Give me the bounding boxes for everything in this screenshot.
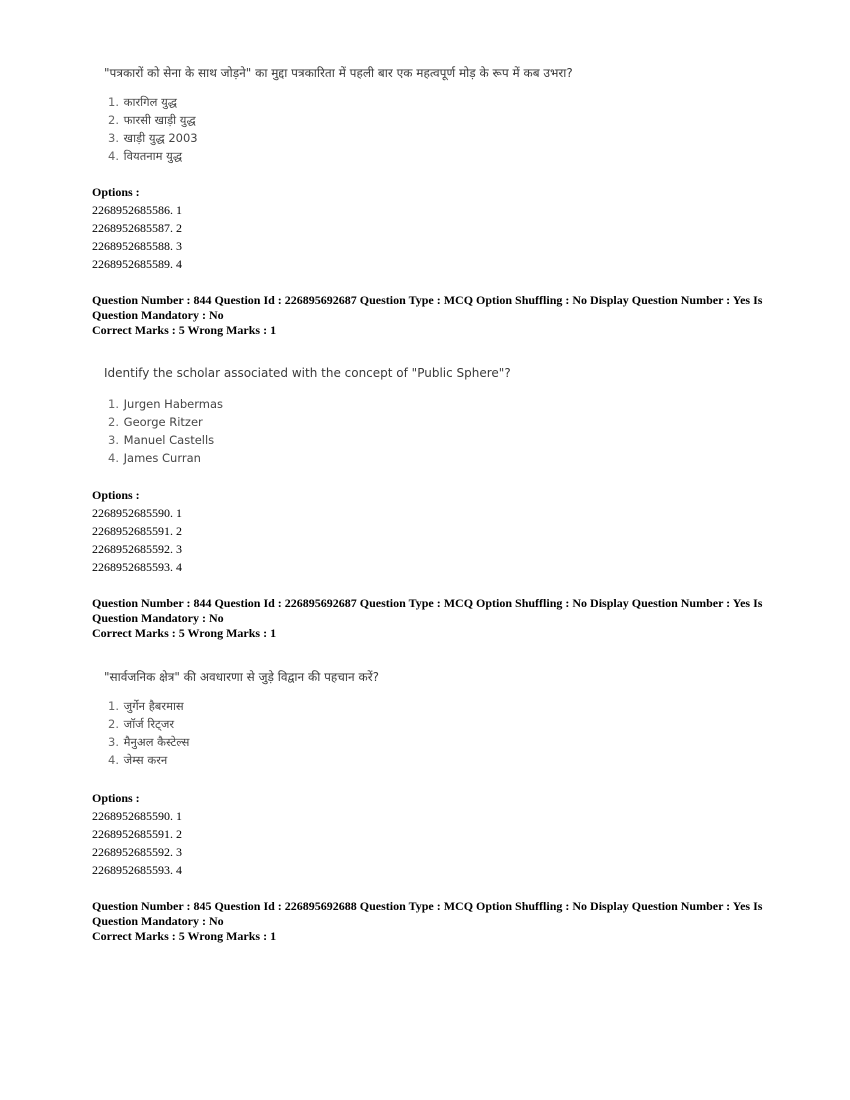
question-meta: [92, 293, 772, 338]
answer-choice: [108, 697, 189, 715]
choice-number: 1.: [108, 699, 119, 713]
question-meta: [92, 596, 772, 641]
answer-choice: [108, 111, 198, 129]
choice-text: मैनुअल कैस्टेल्स: [123, 735, 190, 749]
answer-choice: [108, 395, 223, 413]
answer-choice: [108, 147, 198, 165]
choice-text: George Ritzer: [123, 415, 203, 429]
choice-text: खाड़ी युद्ध 2003: [123, 131, 198, 145]
option-id-line: 2268952685588. 3: [92, 239, 182, 253]
choice-number: 4.: [108, 451, 119, 465]
choice-text: जुर्गेन हैबरमास: [123, 699, 184, 713]
answer-choice: [108, 413, 223, 431]
meta-line: Question Number : 844 Question Id : 226895692687 Question Type : MCQ Option Shuffling : No Display Question Number : Yes Is: [92, 293, 763, 307]
answer-choices: [108, 697, 189, 769]
choice-number: 2.: [108, 113, 119, 127]
answer-choice: [108, 449, 223, 467]
answer-choice: [108, 751, 189, 769]
choice-number: 3.: [108, 433, 119, 447]
option-id-line: 2268952685590. 1: [92, 809, 182, 823]
option-id-line: 2268952685592. 3: [92, 845, 182, 859]
choice-number: 4.: [108, 149, 119, 163]
options-title: Options :: [92, 185, 140, 199]
question-text: "सार्वजनिक क्षेत्र" की अवधारणा से जुड़े विद्वान की पहचान करें?: [104, 670, 379, 684]
meta-line: Question Number : 844 Question Id : 226895692687 Question Type : MCQ Option Shuffling : No Display Question Number : Yes Is: [92, 596, 763, 610]
choice-text: जॉर्ज रिट्जर: [123, 717, 175, 731]
question-meta: [92, 899, 772, 944]
option-id-line: 2268952685591. 2: [92, 524, 182, 538]
option-id-line: 2268952685587. 2: [92, 221, 182, 235]
meta-line: Correct Marks : 5 Wrong Marks : 1: [92, 626, 277, 640]
option-id-line: 2268952685590. 1: [92, 506, 182, 520]
option-id-line: 2268952685586. 1: [92, 203, 182, 217]
meta-line: Correct Marks : 5 Wrong Marks : 1: [92, 929, 277, 943]
answer-choice: [108, 733, 189, 751]
choice-number: 3.: [108, 131, 119, 145]
question-text: "पत्रकारों को सेना के साथ जोड़ने" का मुद्दा पत्रकारिता में पहली बार एक महत्वपूर्ण मोड़ के रूप में कब उभरा?: [104, 66, 573, 80]
option-id-line: 2268952685589. 4: [92, 257, 182, 271]
choice-number: 1.: [108, 397, 119, 411]
choice-number: 3.: [108, 735, 119, 749]
choice-text: कारगिल युद्ध: [123, 95, 177, 109]
answer-choices: [108, 395, 223, 467]
choice-number: 2.: [108, 717, 119, 731]
meta-line: Question Mandatory : No: [92, 914, 224, 928]
options-block: [92, 789, 182, 879]
option-id-line: 2268952685593. 4: [92, 560, 182, 574]
choice-number: 1.: [108, 95, 119, 109]
answer-choice: [108, 715, 189, 733]
choice-text: वियतनाम युद्ध: [123, 149, 183, 163]
meta-line: Question Number : 845 Question Id : 226895692688 Question Type : MCQ Option Shuffling : No Display Question Number : Yes Is: [92, 899, 763, 913]
answer-choice: [108, 129, 198, 147]
choice-number: 2.: [108, 415, 119, 429]
options-block: [92, 183, 182, 273]
meta-line: Correct Marks : 5 Wrong Marks : 1: [92, 323, 277, 337]
options-title: Options :: [92, 488, 140, 502]
option-id-line: 2268952685592. 3: [92, 542, 182, 556]
answer-choice: [108, 93, 198, 111]
choice-text: Manuel Castells: [123, 433, 215, 447]
meta-line: Question Mandatory : No: [92, 308, 224, 322]
choice-text: Jurgen Habermas: [123, 397, 224, 411]
choice-text: फारसी खाड़ी युद्ध: [123, 113, 196, 127]
choice-text: जेम्स करन: [123, 753, 168, 767]
choice-number: 4.: [108, 753, 119, 767]
options-title: Options :: [92, 791, 140, 805]
option-id-line: 2268952685593. 4: [92, 863, 182, 877]
answer-choice: [108, 431, 223, 449]
choice-text: James Curran: [123, 451, 201, 465]
options-block: [92, 486, 182, 576]
option-id-line: 2268952685591. 2: [92, 827, 182, 841]
question-text: Identify the scholar associated with the concept of "Public Sphere"?: [104, 366, 511, 380]
answer-choices: [108, 93, 198, 165]
meta-line: Question Mandatory : No: [92, 611, 224, 625]
